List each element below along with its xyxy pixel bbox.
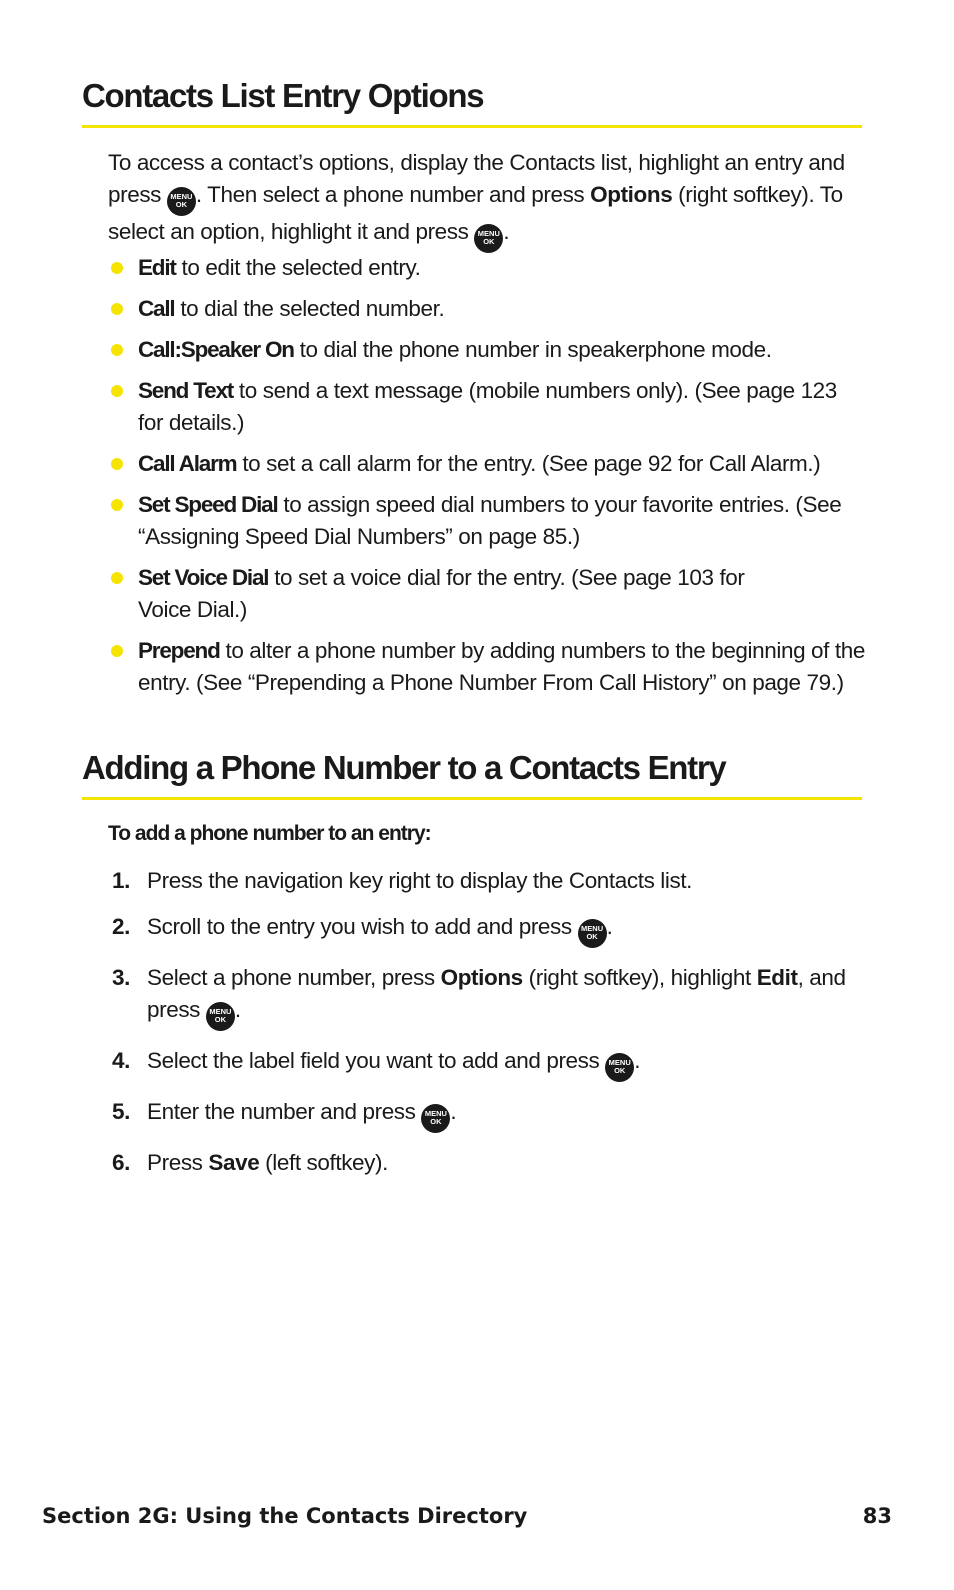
bullet-icon — [111, 572, 123, 584]
page-footer — [42, 1500, 892, 1532]
footer-section-title: Section 2G: Using the Contacts Directory — [42, 1504, 528, 1528]
add-number-steps — [108, 865, 868, 1193]
step-item: 2. Scroll to the entry you wish to add and press MENU OK . — [108, 911, 868, 948]
list-item: Set Voice Dial to set a voice dial for the entry. (See page 103 for Voice Dial.) — [108, 562, 868, 626]
menu-ok-key-icon: MENU OK — [474, 224, 503, 253]
section1-title-rule — [82, 125, 862, 128]
bullet-icon — [111, 344, 123, 356]
list-item: Call Alarm to set a call alarm for the entry. (See page 92 for Call Alarm.) — [108, 448, 868, 480]
step-item: 1. Press the navigation key right to display the Contacts list. — [112, 868, 693, 893]
section1-title: Contacts List Entry Options — [82, 77, 484, 114]
menu-ok-key-icon: MENU OK — [167, 187, 196, 216]
section2-title-rule — [82, 797, 862, 800]
page-number: 83 — [862, 1504, 892, 1528]
bullet-icon — [111, 499, 123, 511]
step-item: 4. Select the label field you want to add and press MENU OK . — [108, 1045, 868, 1082]
menu-ok-key-icon: MENU OK — [206, 1002, 235, 1031]
list-item: Call to dial the selected number. — [108, 293, 868, 325]
menu-ok-key-icon: MENU OK — [578, 919, 607, 948]
bullet-icon — [111, 385, 123, 397]
step-item: 6. Press Save (left softkey). — [112, 1150, 388, 1175]
section1-intro: To access a contact’s options, display the Contacts list, highlight an entry and press MENU OK . Then select a phone number and press Options (right softkey). To select an option, highlight it and press MENU OK . — [108, 147, 868, 253]
list-item: Send Text to send a text message (mobile numbers only). (See page 123 for details.) — [108, 375, 868, 439]
list-item: Call:Speaker On to dial the phone number in speakerphone mode. — [108, 334, 868, 366]
section2-title: Adding a Phone Number to a Contacts Entry — [82, 749, 726, 786]
list-item: Edit to edit the selected entry. — [108, 252, 868, 284]
list-item: Set Speed Dial to assign speed dial numbers to your favorite entries. (See “Assigning Speed Dial Numbers” on page 85.) — [108, 489, 868, 553]
menu-ok-key-icon: MENU OK — [421, 1104, 450, 1133]
bullet-icon — [111, 262, 123, 274]
step-item: 3. Select a phone number, press Options (right softkey), highlight Edit, and press MENU OK . — [108, 962, 868, 1031]
bullet-icon — [111, 303, 123, 315]
entry-options-list — [108, 252, 868, 708]
bullet-icon — [111, 645, 123, 657]
steps-subheading: To add a phone number to an entry: — [108, 822, 431, 845]
options-label: Options — [590, 182, 673, 207]
menu-ok-key-icon: MENU OK — [605, 1053, 634, 1082]
step-item: 5. Enter the number and press MENU OK . — [108, 1096, 868, 1133]
bullet-icon — [111, 458, 123, 470]
list-item: Prepend to alter a phone number by adding numbers to the beginning of the entry. (See “Prepending a Phone Number From Call History” on page 79.) — [108, 635, 868, 699]
